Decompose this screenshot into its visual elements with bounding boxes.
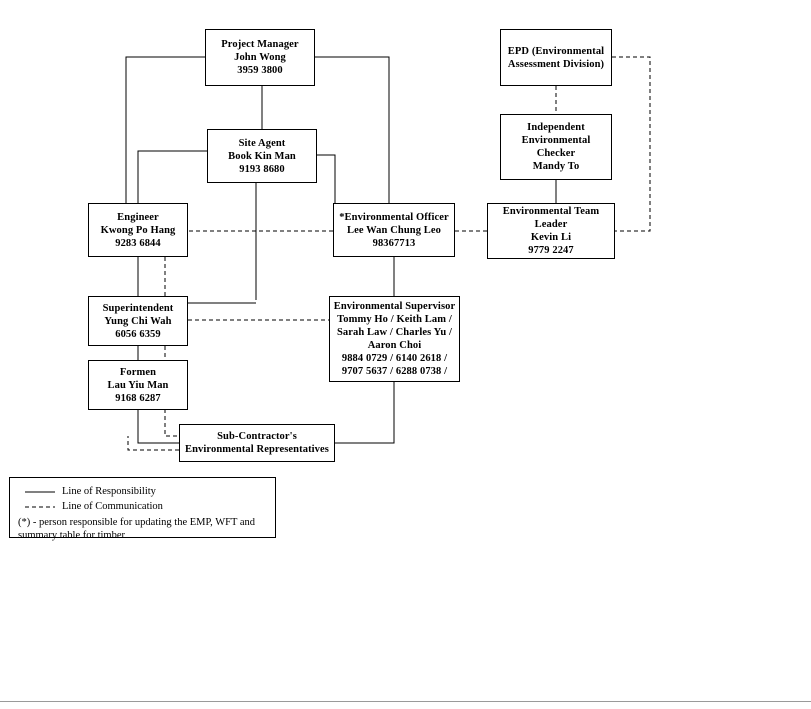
node-line: Superintendent [102, 302, 174, 314]
node-environmental-officer[interactable] [333, 203, 455, 257]
node-environmental-supervisor[interactable] [329, 296, 460, 382]
legend-row-responsibility [18, 484, 267, 499]
node-line: Kevin Li [530, 232, 572, 243]
node-line: Environmental Representatives [185, 444, 329, 455]
node-line: Engineer [117, 211, 159, 223]
node-line: 9884 0729 / 6140 2618 / [341, 353, 448, 364]
legend-row-communication [18, 499, 267, 514]
node-epd[interactable] [500, 29, 612, 86]
node-line: Checker [536, 148, 576, 159]
legend-label-responsibility: Line of Responsibility [62, 485, 156, 497]
edge-site-agent-to-engineer [138, 151, 207, 203]
node-line: 9707 5637 / 6288 0738 / [341, 366, 448, 377]
node-line: 3959 3800 [237, 65, 283, 76]
node-line: 9168 6287 [115, 392, 161, 404]
node-line: Independent [527, 122, 585, 133]
node-line: Assessment Division) [507, 58, 605, 70]
node-line: Sub-Contractor's [217, 431, 297, 442]
node-line: Leader [534, 219, 568, 230]
node-line: Lau Yiu Man [107, 379, 169, 391]
node-line: Formen [119, 366, 157, 378]
node-line: Mandy To [532, 161, 580, 172]
node-sub-contractor-environmental-representatives[interactable] [179, 424, 335, 462]
node-line: Site Agent [238, 137, 286, 149]
node-line: Book Kin Man [228, 150, 296, 162]
node-line: Lee Wan Chung Leo [347, 224, 441, 236]
node-line: Yung Chi Wah [104, 315, 172, 327]
edge-formen-to-subcontractor [138, 410, 179, 443]
footer-divider [0, 701, 811, 702]
node-line: Sarah Law / Charles Yu / [336, 327, 453, 338]
node-line: 9193 8680 [239, 163, 285, 175]
legend [9, 477, 276, 541]
node-line: *Environmental Officer [339, 211, 449, 223]
node-line: Aaron Choi [367, 340, 422, 351]
node-line: John Wong [234, 52, 286, 63]
edge-pm-to-engineer [126, 57, 205, 203]
edge-epd-to-etl [612, 57, 650, 231]
node-line: Environmental Team [502, 206, 600, 217]
node-environmental-team-leader[interactable] [487, 203, 615, 259]
dashed-line-icon [18, 504, 62, 510]
node-engineer[interactable] [88, 203, 188, 257]
legend-label-communication: Line of Communication [62, 500, 163, 512]
legend-note: (*) - person responsible for updating the EMP, WFT and summary table for timber [18, 517, 255, 541]
solid-line-icon [18, 489, 62, 495]
edge-subcontractor-dash-left [128, 436, 179, 450]
edge-pm-to-environmental-officer [315, 57, 389, 203]
node-superintendent[interactable] [88, 296, 188, 346]
node-line: 98367713 [372, 237, 416, 249]
node-formen[interactable] [88, 360, 188, 410]
node-line: EPD (Environmental [507, 45, 605, 57]
node-project-manager[interactable] [205, 29, 315, 86]
node-line: 6056 6359 [115, 328, 161, 340]
node-line: 9283 6844 [115, 237, 161, 249]
node-line: Kwong Po Hang [100, 224, 176, 236]
edge-es-to-subcontractor [335, 382, 394, 443]
node-line: Project Manager [221, 39, 299, 50]
node-line: Environmental Supervisor [333, 301, 456, 312]
node-line: 9779 2247 [528, 245, 574, 256]
node-site-agent[interactable] [207, 129, 317, 183]
node-independent-environmental-checker[interactable] [500, 114, 612, 180]
node-line: Tommy Ho / Keith Lam / [337, 314, 452, 325]
node-line: Environmental [521, 135, 591, 146]
edge-site-agent-to-eo-right [317, 155, 335, 203]
